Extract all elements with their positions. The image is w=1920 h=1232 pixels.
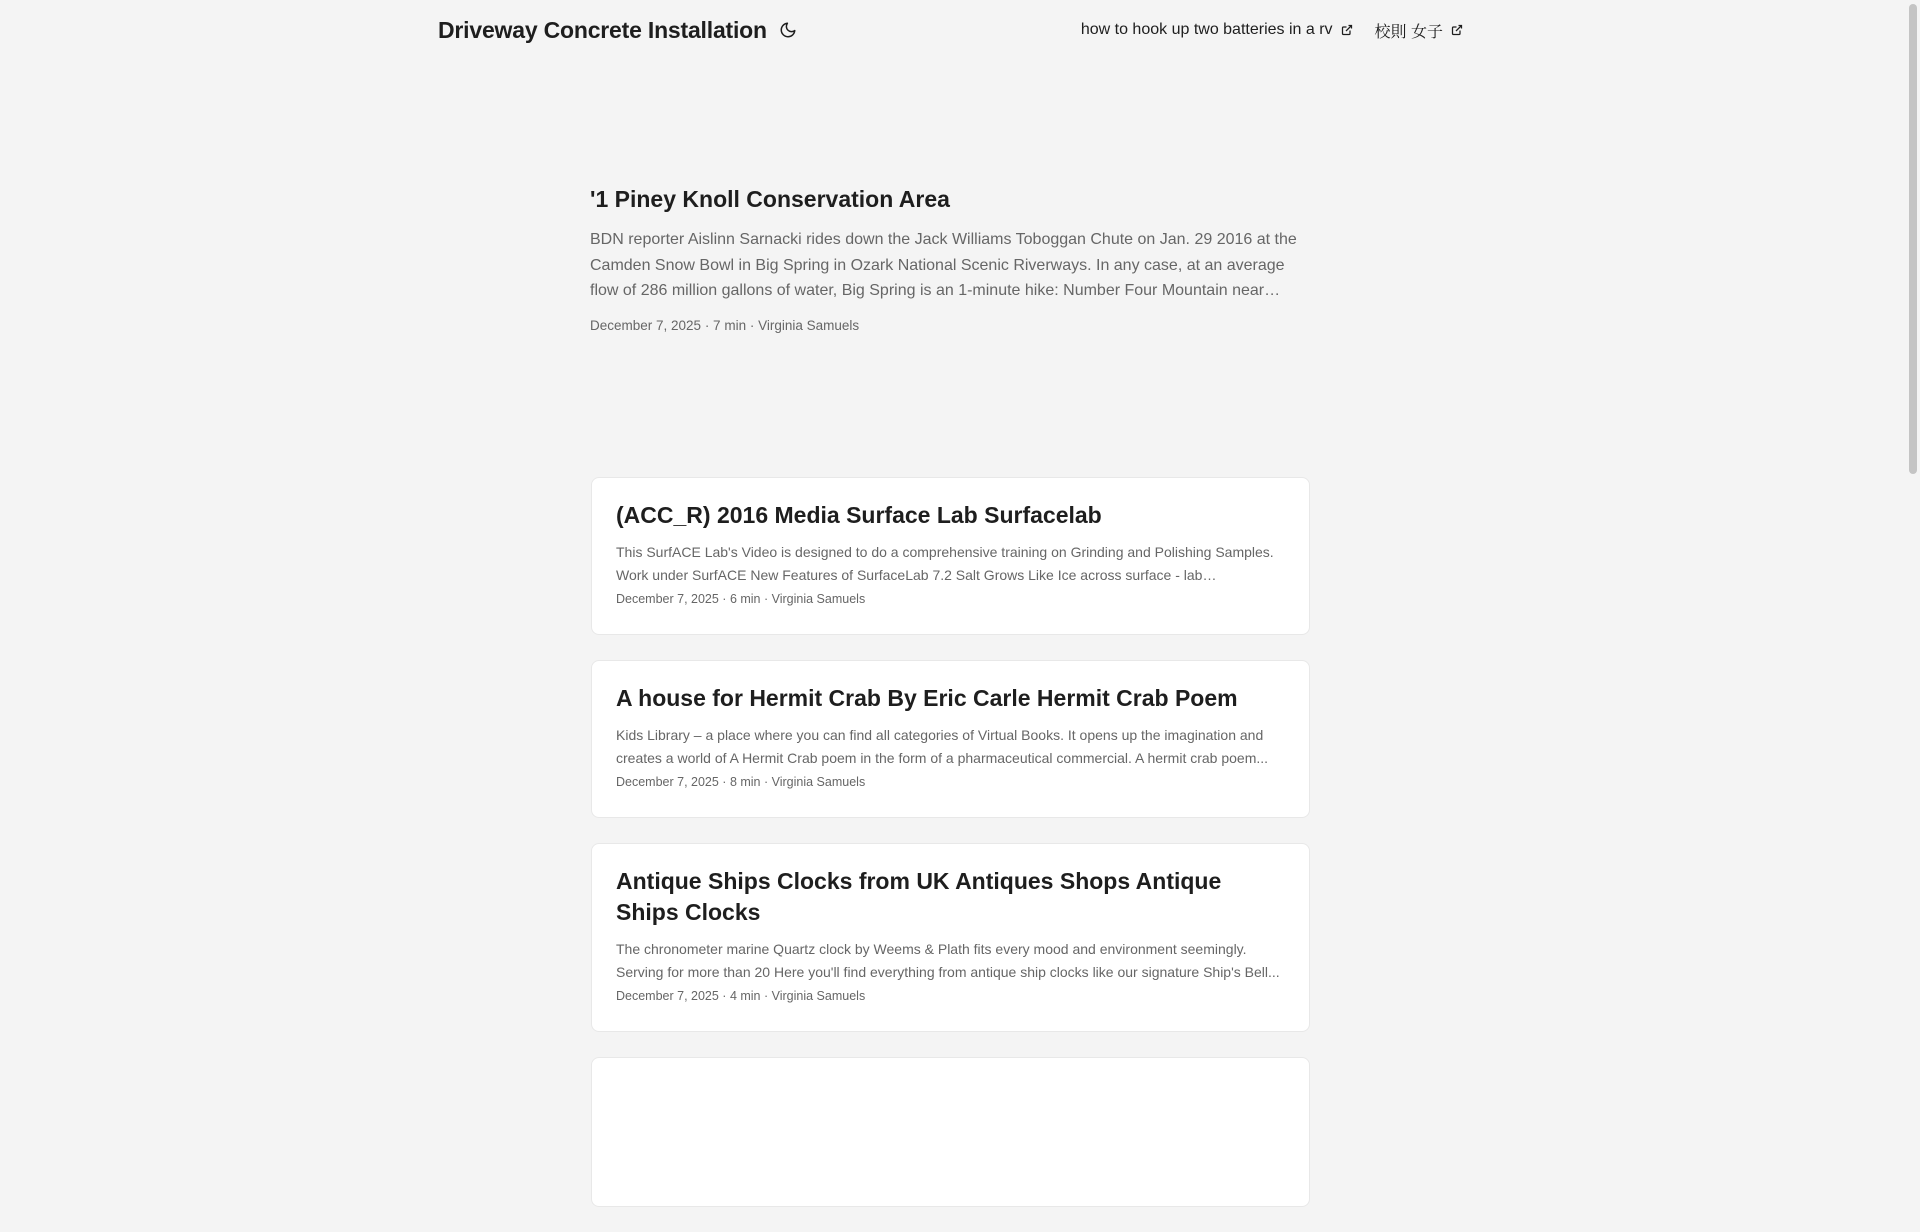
post-list bbox=[591, 477, 1310, 1232]
hero-post[interactable] bbox=[590, 186, 1310, 333]
post-card[interactable] bbox=[591, 660, 1310, 818]
external-link-icon bbox=[1341, 24, 1353, 36]
nav-link-label: how to hook up two batteries in a rv bbox=[1080, 21, 1333, 38]
nav-link-batteries[interactable] bbox=[1081, 21, 1353, 39]
post-card[interactable] bbox=[591, 477, 1310, 635]
nav-link-jp[interactable] bbox=[1375, 19, 1463, 42]
post-summary: This SurfACE Lab's Video is designed to do a comprehensive training on Grinding and Polishing Samples. Work under SurfACE New Features of SurfaceLab 7.2 Salt Grows Like Ice across surface - lab bbox=[616, 544, 1274, 583]
nav-link-label: 校則 女子 bbox=[1374, 23, 1443, 41]
moon-icon[interactable] bbox=[779, 21, 797, 39]
post-title[interactable]: A house for Hermit Crab By Eric Carle Hermit Crab Poem bbox=[616, 685, 1238, 711]
post-meta: December 7, 2025 · 8 min · Virginia Samuels bbox=[616, 775, 866, 789]
post-meta: December 7, 2025 · 6 min · Virginia Samuels bbox=[616, 592, 866, 606]
post-title[interactable]: (ACC_R) 2016 Media Surface Lab Surfacelab bbox=[616, 502, 1102, 528]
external-link-icon bbox=[1451, 24, 1463, 36]
page-scrollbar[interactable] bbox=[1905, 0, 1920, 1080]
post-summary: The chronometer marine Quartz clock by Weems & Plath fits every mood and environment seemingly. Serving for more than 20 Here you'll find everything from antique ship clocks like our signature Ship's Bell... bbox=[616, 941, 1280, 980]
hero-title[interactable]: '1 Piney Knoll Conservation Area bbox=[590, 186, 950, 212]
post-summary: Kids Library – a place where you can find all categories of Virtual Books. It opens up the imagination and creates a world of A Hermit Crab poem in the form of a pharmaceutical commercial. A hermit crab poem... bbox=[616, 727, 1269, 766]
hero-meta: December 7, 2025 · 7 min · Virginia Samuels bbox=[590, 317, 860, 333]
post-card[interactable] bbox=[591, 843, 1310, 1032]
site-header bbox=[438, 0, 1463, 60]
scrollbar-thumb[interactable] bbox=[1909, 4, 1917, 474]
top-nav bbox=[1081, 19, 1463, 42]
site-title-link[interactable]: Driveway Concrete Installation bbox=[438, 16, 767, 43]
hero-summary: BDN reporter Aislinn Sarnacki rides down the Jack Williams Toboggan Chute on Jan. 29 2016 at the Camden Snow Bowl in Big Spring in Ozark National Scenic Riverways. In any case, at an average flow of 286 million gallons of water, Big Spring is an 1-minute hike: Number Four Mountain near bbox=[590, 231, 1297, 299]
post-title[interactable]: Antique Ships Clocks from UK Antiques Shops Antique Ships Clocks bbox=[616, 868, 1222, 925]
brand bbox=[438, 17, 797, 44]
post-meta: December 7, 2025 · 4 min · Virginia Samuels bbox=[616, 989, 866, 1003]
